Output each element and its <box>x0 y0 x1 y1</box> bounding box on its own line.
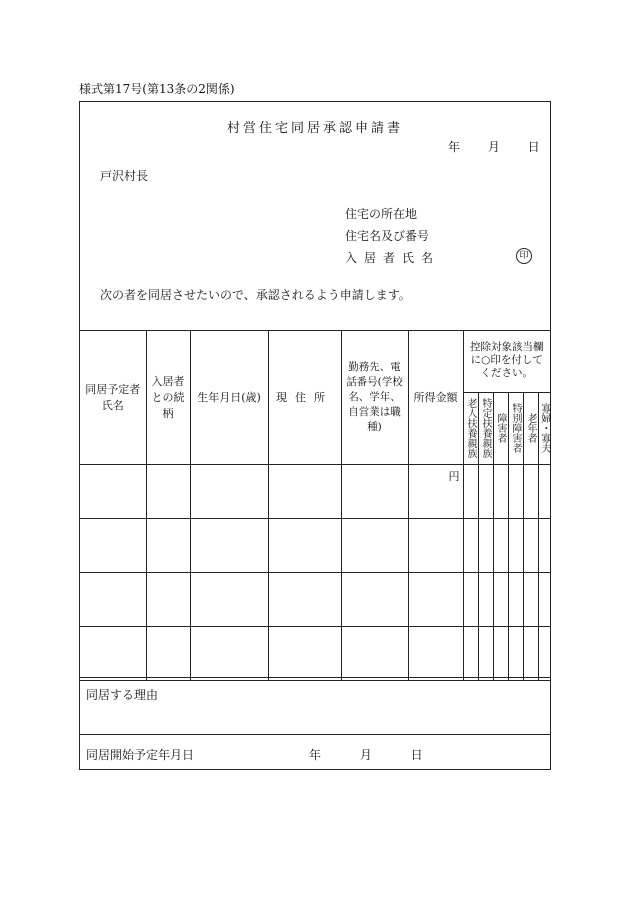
header-income: 所得金額 <box>408 330 463 464</box>
table-row <box>80 518 550 572</box>
header-birthdate: 生年月日(歳) <box>190 330 268 464</box>
cell-check[interactable] <box>478 518 493 572</box>
cell-name[interactable] <box>80 464 146 518</box>
cell-name[interactable] <box>80 518 146 572</box>
cell-birthdate[interactable] <box>190 572 268 626</box>
field-resident-name: 入居者氏名 <box>345 251 441 265</box>
cell-check[interactable] <box>508 464 523 518</box>
date-year: 年 <box>448 140 461 154</box>
application-form <box>79 101 551 770</box>
deduction-label: 寡婦・寡夫 <box>538 403 550 453</box>
start-date-row <box>80 734 550 770</box>
cell-workplace[interactable] <box>341 464 408 518</box>
cell-name[interactable] <box>80 572 146 626</box>
date-day: 日 <box>527 140 540 154</box>
cell-workplace[interactable] <box>341 518 408 572</box>
cell-check[interactable] <box>478 572 493 626</box>
cell-check[interactable] <box>493 464 508 518</box>
cell-check[interactable] <box>538 518 550 572</box>
header-special-disabled <box>508 392 523 464</box>
reason-row[interactable] <box>80 677 550 735</box>
table-row <box>80 626 550 680</box>
start-month: 月 <box>359 748 372 762</box>
cell-relation[interactable] <box>146 572 190 626</box>
header-widow <box>538 392 550 464</box>
seal-mark: 印 <box>516 248 532 264</box>
cell-birthdate[interactable] <box>190 518 268 572</box>
header-current-address: 現住所 <box>268 330 341 464</box>
application-date <box>448 138 540 155</box>
header-relation: 入居者との続柄 <box>146 330 190 464</box>
cell-address[interactable] <box>268 464 341 518</box>
cell-check[interactable] <box>523 572 538 626</box>
header-elderly-dependent <box>463 392 478 464</box>
request-statement: 次の者を同居させたいので、承認されるよう申請します。 <box>100 288 411 302</box>
cell-check[interactable] <box>523 464 538 518</box>
cell-relation[interactable] <box>146 626 190 680</box>
start-year: 年 <box>309 748 322 762</box>
cohabitant-table <box>80 330 550 681</box>
cell-income[interactable]: 円 <box>408 464 463 518</box>
cell-address[interactable] <box>268 518 341 572</box>
cell-check[interactable] <box>463 518 478 572</box>
applicant-fields <box>345 203 440 269</box>
cell-income[interactable] <box>408 626 463 680</box>
start-date-label: 同居開始予定年月日 <box>86 748 195 762</box>
cell-check[interactable] <box>523 626 538 680</box>
cell-income[interactable] <box>408 518 463 572</box>
cell-income[interactable] <box>408 572 463 626</box>
cell-check[interactable] <box>508 626 523 680</box>
cell-address[interactable] <box>268 572 341 626</box>
addressee: 戸沢村長 <box>100 169 149 183</box>
form-number: 様式第17号(第13条の2関係) <box>79 82 235 96</box>
header-aged <box>523 392 538 464</box>
header-workplace: 勤務先、電話番号(学校名、学年、自営業は職種) <box>341 330 408 464</box>
cell-check[interactable] <box>538 572 550 626</box>
header-deduction-target: 控除対象該当欄に○印を付してください。 <box>463 330 550 392</box>
field-house-name-number: 住宅名及び番号 <box>345 229 430 243</box>
start-date-fields[interactable] <box>309 746 423 763</box>
cell-check[interactable] <box>493 572 508 626</box>
form-header <box>80 102 550 331</box>
cell-check[interactable] <box>463 626 478 680</box>
cell-workplace[interactable] <box>341 626 408 680</box>
cell-name[interactable] <box>80 626 146 680</box>
cell-check[interactable] <box>538 464 550 518</box>
cell-check[interactable] <box>493 626 508 680</box>
deduction-label: 特定扶養親族 <box>480 398 491 458</box>
reason-label: 同居する理由 <box>86 688 159 702</box>
field-house-address: 住宅の所在地 <box>345 207 418 221</box>
header-cohabitant-name: 同居予定者氏名 <box>80 330 146 464</box>
start-day: 日 <box>410 748 423 762</box>
cell-check[interactable] <box>508 572 523 626</box>
cell-check[interactable] <box>478 626 493 680</box>
deduction-label: 特別障害者 <box>510 403 521 453</box>
deduction-label: 老年者 <box>525 413 536 443</box>
cell-check[interactable] <box>538 626 550 680</box>
deduction-label: 障害者 <box>495 413 506 443</box>
cell-relation[interactable] <box>146 464 190 518</box>
table-row <box>80 572 550 626</box>
form-title: 村営住宅同居承認申請書 <box>226 121 403 136</box>
table-row <box>80 464 550 518</box>
deduction-label: 老人扶養親族 <box>465 398 476 458</box>
cell-relation[interactable] <box>146 518 190 572</box>
cell-check[interactable] <box>463 572 478 626</box>
header-special-dependent <box>478 392 493 464</box>
cell-workplace[interactable] <box>341 572 408 626</box>
date-month: 月 <box>487 140 500 154</box>
cell-birthdate[interactable] <box>190 626 268 680</box>
cell-check[interactable] <box>463 464 478 518</box>
cell-address[interactable] <box>268 626 341 680</box>
cell-check[interactable] <box>523 518 538 572</box>
cell-birthdate[interactable] <box>190 464 268 518</box>
cell-check[interactable] <box>478 464 493 518</box>
header-disabled <box>493 392 508 464</box>
cell-check[interactable] <box>508 518 523 572</box>
cell-check[interactable] <box>493 518 508 572</box>
